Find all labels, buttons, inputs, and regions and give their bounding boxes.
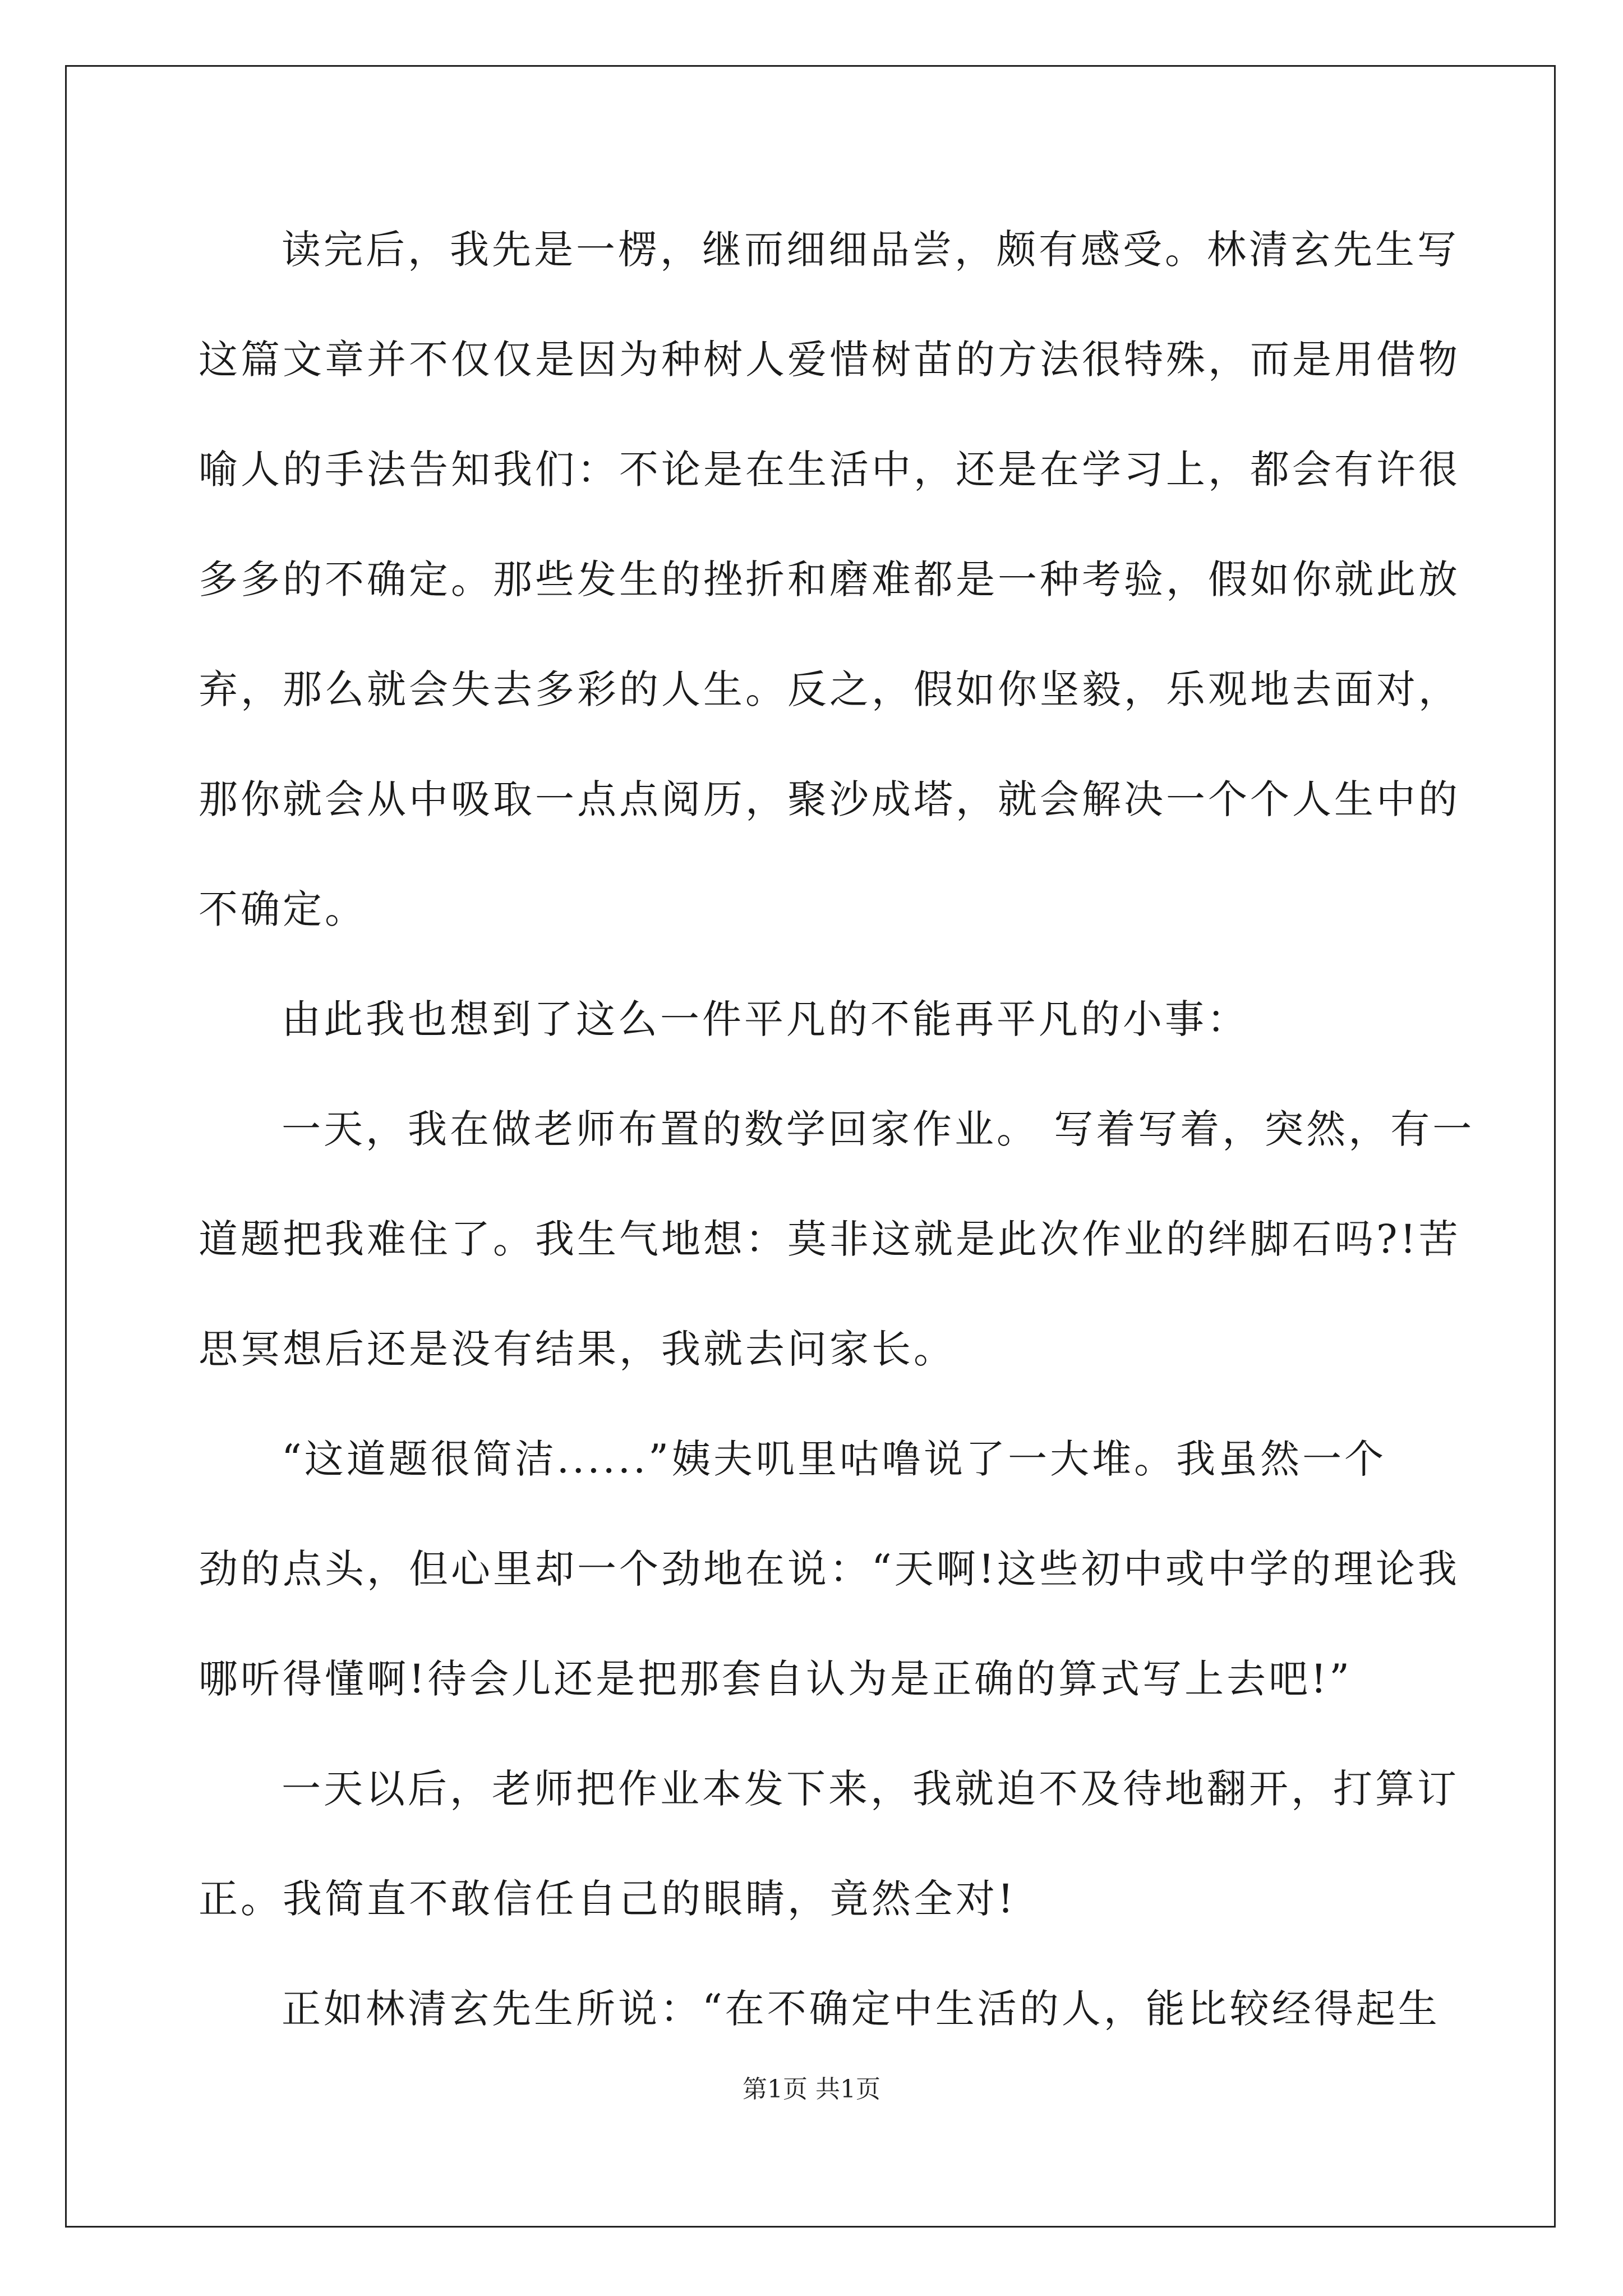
text-line-2: 这篇文章并不仅仅是因为种树人爱惜树苗的方法很特殊，而是用借物 <box>199 337 1460 383</box>
text-line-5: 弃，那么就会失去多彩的人生。反之，假如你坚毅，乐观地去面对， <box>199 666 1460 712</box>
text-line-17: 正如林清玄先生所说：“在不确定中生活的人，能比较经得起生 <box>282 1986 1440 2032</box>
text-line-14: 哪听得懂啊!待会儿还是把那套自认为是正确的算式写上去吧!” <box>199 1656 1353 1702</box>
text-line-6: 那你就会从中吸取一点点阅历，聚沙成塔，就会解决一个个人生中的 <box>199 776 1460 822</box>
text-line-3: 喻人的手法告知我们：不论是在生活中，还是在学习上，都会有许很 <box>199 447 1460 493</box>
text-line-13: 劲的点头，但心里却一个劲地在说：“天啊!这些初中或中学的理论我 <box>199 1546 1460 1592</box>
text-line-7: 不确定。 <box>199 886 367 932</box>
page-number-footer: 第1页 共1页 <box>743 2075 880 2104</box>
document-body <box>199 216 1475 2085</box>
text-line-12: “这道题很简洁......”姨夫叽里咕噜说了一大堆。我虽然一个 <box>282 1436 1387 1482</box>
text-line-10: 道题把我难住了。我生气地想：莫非这就是此次作业的绊脚石吗?!苦 <box>199 1216 1461 1262</box>
text-line-9: 一天，我在做老师布置的数学回家作业。 写着写着，突然，有一 <box>282 1106 1475 1152</box>
text-line-11: 思冥想后还是没有结果，我就去问家长。 <box>199 1326 956 1372</box>
text-line-15: 一天以后，老师把作业本发下来，我就迫不及待地翻开，打算订 <box>282 1766 1459 1812</box>
text-line-4: 多多的不确定。那些发生的挫折和磨难都是一种考验，假如你就此放 <box>199 556 1460 602</box>
text-line-1: 读完后，我先是一楞，继而细细品尝，颇有感受。林清玄先生写 <box>282 227 1459 273</box>
text-line-16: 正。我简直不敢信任自己的眼睛，竟然全对! <box>199 1876 1017 1922</box>
text-line-8: 由此我也想到了这么一件平凡的不能再平凡的小事： <box>282 996 1249 1042</box>
